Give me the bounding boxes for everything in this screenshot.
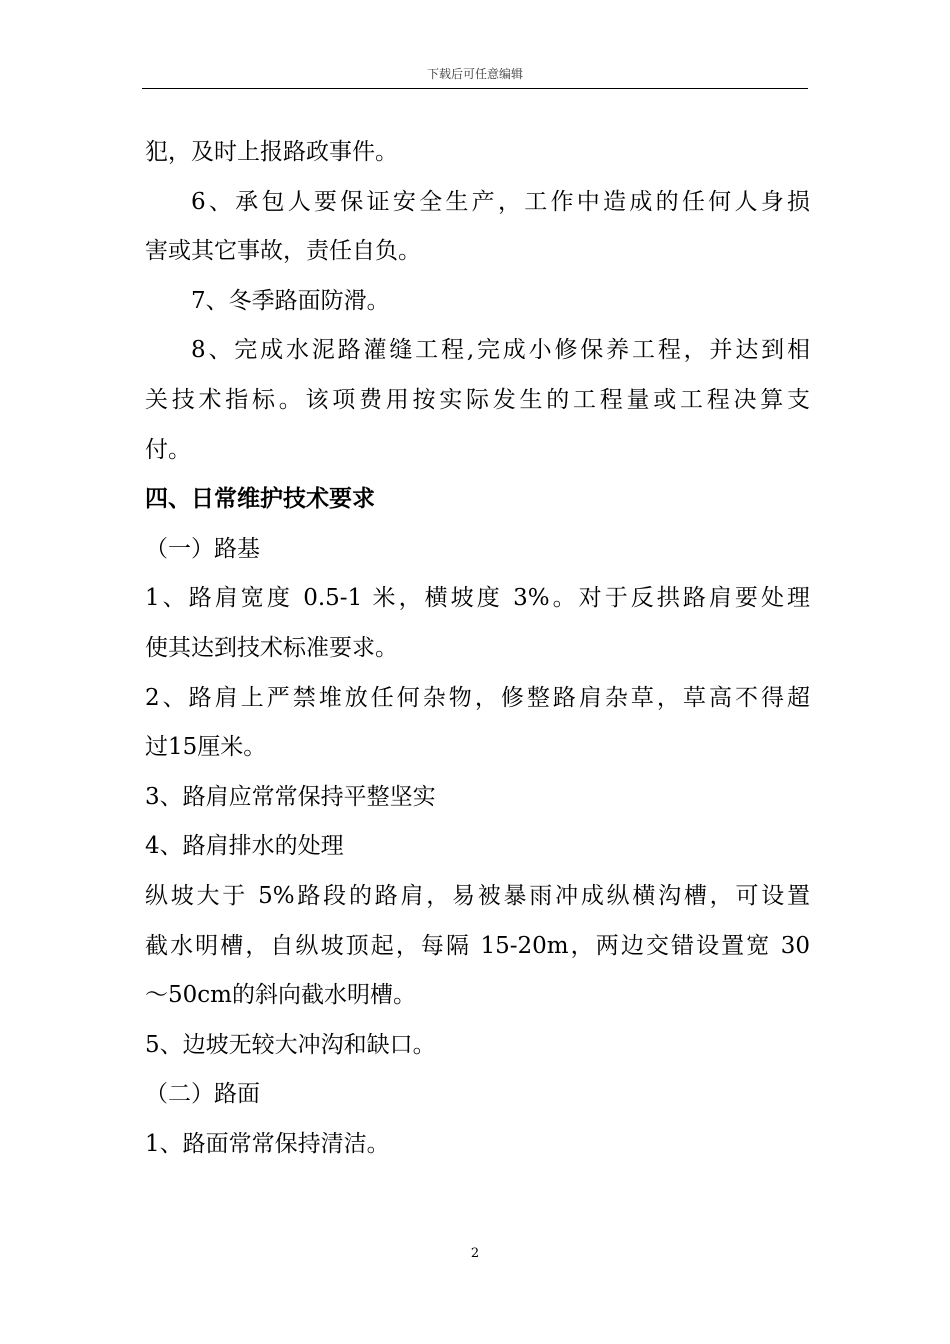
subsection-heading: （一）路基 — [145, 535, 260, 562]
header-divider — [142, 88, 808, 89]
document-body — [145, 128, 810, 1169]
section-heading: 四、日常维护技术要求 — [145, 486, 375, 513]
paragraph-line: 害或其它事故，责任自负。 — [145, 238, 421, 265]
paragraph-line: 8、完成水泥路灌缝工程,完成小修保养工程，并达到相 — [191, 337, 810, 364]
paragraph-line: 关技术指标。该项费用按实际发生的工程量或工程决算支 — [145, 386, 810, 413]
paragraph-line: 1、路面常常保持清洁。 — [145, 1130, 390, 1157]
paragraph-line: ～50cm的斜向截水明槽。 — [145, 982, 416, 1009]
page-header: 下载后可任意编辑 — [426, 67, 523, 81]
paragraph-line: 纵坡大于 5%路段的路肩，易被暴雨冲成纵横沟槽，可设置 — [145, 882, 810, 909]
paragraph-line: 使其达到技术标准要求。 — [145, 634, 398, 661]
paragraph-line: 1、路肩宽度 0.5-1 米，横坡度 3%。对于反拱路肩要处理 — [145, 585, 810, 612]
paragraph-line: 截水明槽，自纵坡顶起，每隔 15-20m，两边交错设置宽 30 — [145, 932, 810, 959]
paragraph-line: 5、边坡无较大冲沟和缺口。 — [145, 1031, 436, 1058]
paragraph-line: 2、路肩上严禁堆放任何杂物，修整路肩杂草，草高不得超 — [145, 684, 810, 711]
paragraph-line: 6、承包人要保证安全生产，工作中造成的任何人身损 — [191, 188, 810, 215]
paragraph-line: 过15厘米。 — [145, 734, 267, 761]
paragraph-line: 付。 — [145, 436, 191, 463]
paragraph-line: 7、冬季路面防滑。 — [191, 287, 390, 314]
page-number: 2 — [470, 1246, 480, 1261]
paragraph-line: 犯，及时上报路政事件。 — [145, 139, 398, 165]
paragraph-line: 4、路肩排水的处理 — [145, 833, 344, 860]
paragraph-line: 3、路肩应常常保持平整坚实 — [145, 783, 436, 810]
subsection-heading: （二）路面 — [145, 1081, 260, 1108]
